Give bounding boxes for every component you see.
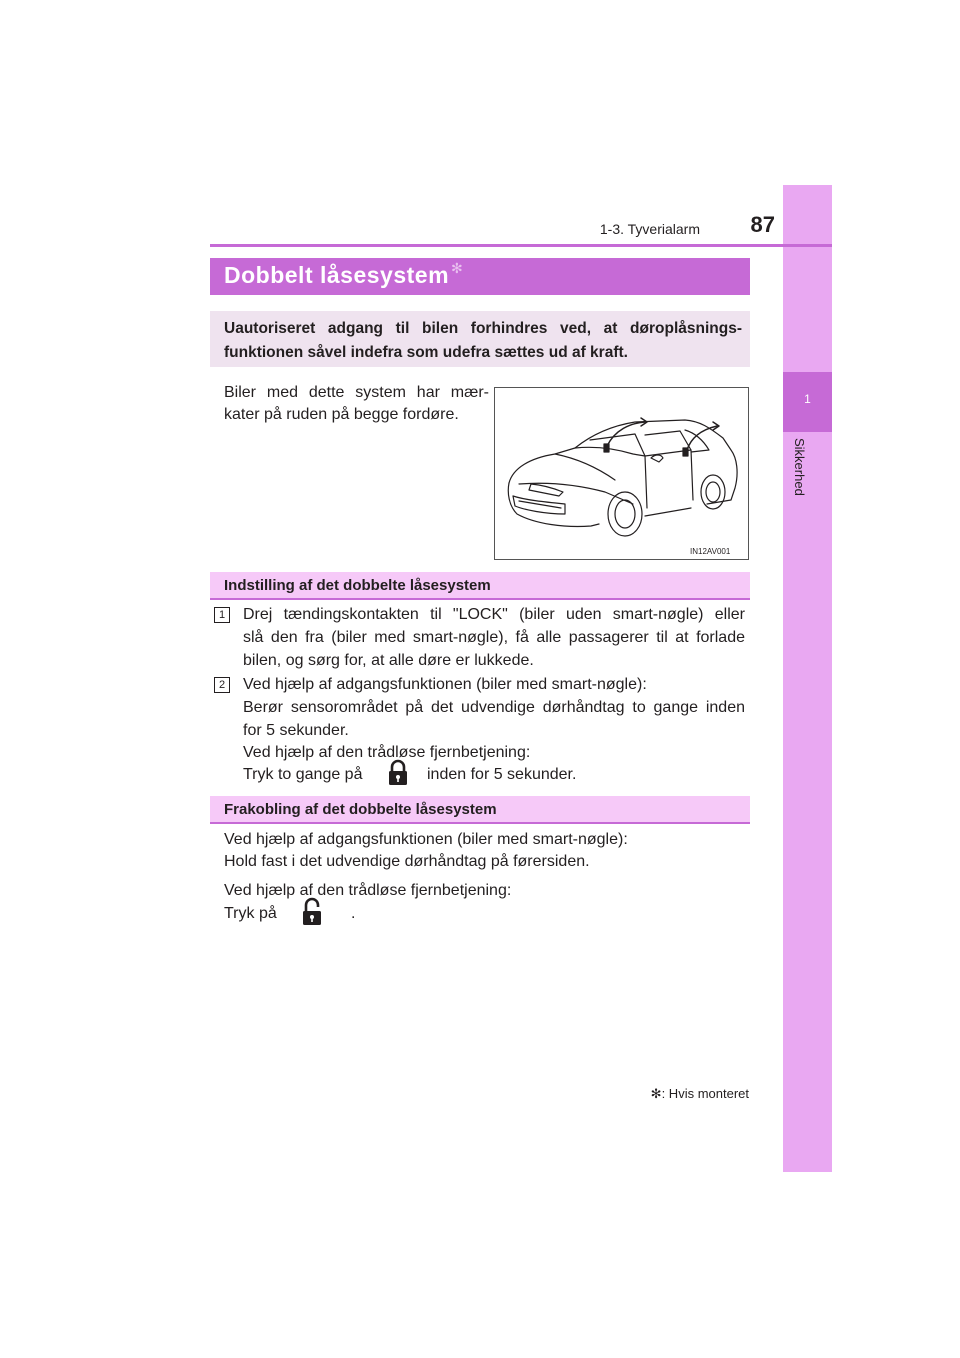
car-illustration [494, 387, 749, 560]
footnote-text: : Hvis monteret [661, 1086, 749, 1101]
step-2-line-5-end: inden for 5 sekunder. [427, 766, 577, 783]
page-title [224, 262, 463, 289]
chapter-label-text: Sikkerhed [792, 438, 807, 496]
page-number: 87 [750, 212, 775, 237]
unlock-icon [297, 897, 327, 929]
section-heading: 1-3. Tyverialarm [599, 221, 700, 237]
step-2-line-2: Berør sensorområdet på det udvendige dørhåndtag to gange inden [243, 699, 745, 716]
intro-text: Uautoriseret adgang til bilen forhindres ved, at døroplåsnings-funktionen såvel indefra som udefra sættes ud af kraft. [224, 320, 742, 361]
side-tab [783, 185, 832, 1172]
release-line-1: Ved hjælp af adgangsfunktionen (biler med smart-nøgle): [224, 831, 628, 848]
description-line-1: Biler med dette system har mær- [224, 384, 489, 401]
step-1-line-2: slå den fra (biler med smart-nøgle), få alle passagerer til at forlade [243, 629, 745, 646]
release-line-3: Ved hjælp af den trådløse fjernbetjening: [224, 882, 512, 899]
lock-icon [383, 757, 413, 789]
description-line-2: kater på ruden på begge fordøre. [224, 406, 459, 423]
step-2-marker: 2 [214, 677, 230, 693]
footnote-star-symbol: ✻ [650, 1086, 662, 1101]
chapter-number: 1 [804, 392, 811, 406]
page-title-text: Dobbelt låsesystem [224, 262, 450, 288]
figure-code: IN12AV001 [690, 547, 731, 556]
step-1-line-1: Drej tændingskontakten til "LOCK" (biler uden smart-nøgle) eller [243, 606, 745, 623]
release-heading: Frakobling af det dobbelte låsesystem [224, 801, 497, 818]
release-line-4-end: . [351, 905, 356, 922]
step-2-line-1: Ved hjælp af adgangsfunktionen (biler med smart-nøgle): [243, 676, 647, 693]
step-1-marker: 1 [214, 607, 230, 623]
car-drawing [495, 388, 748, 559]
footnote [600, 1086, 749, 1102]
release-line-2: Hold fast i det udvendige dørhåndtag på førersiden. [224, 853, 590, 870]
chapter-label [783, 432, 832, 562]
step-1-line-3: bilen, og sørg for, at alle døre er lukkede. [243, 652, 534, 669]
setting-heading: Indstilling af det dobbelte låsesystem [224, 577, 491, 594]
header-rule [210, 244, 832, 247]
release-line-4-start: Tryk på [224, 905, 277, 922]
step-2-line-5-start: Tryk to gange på [243, 766, 363, 783]
step-2-line-3: for 5 sekunder. [243, 722, 349, 739]
footnote-star: ✻ [451, 260, 464, 276]
step-2-line-4: Ved hjælp af den trådløse fjernbetjening: [243, 744, 531, 761]
